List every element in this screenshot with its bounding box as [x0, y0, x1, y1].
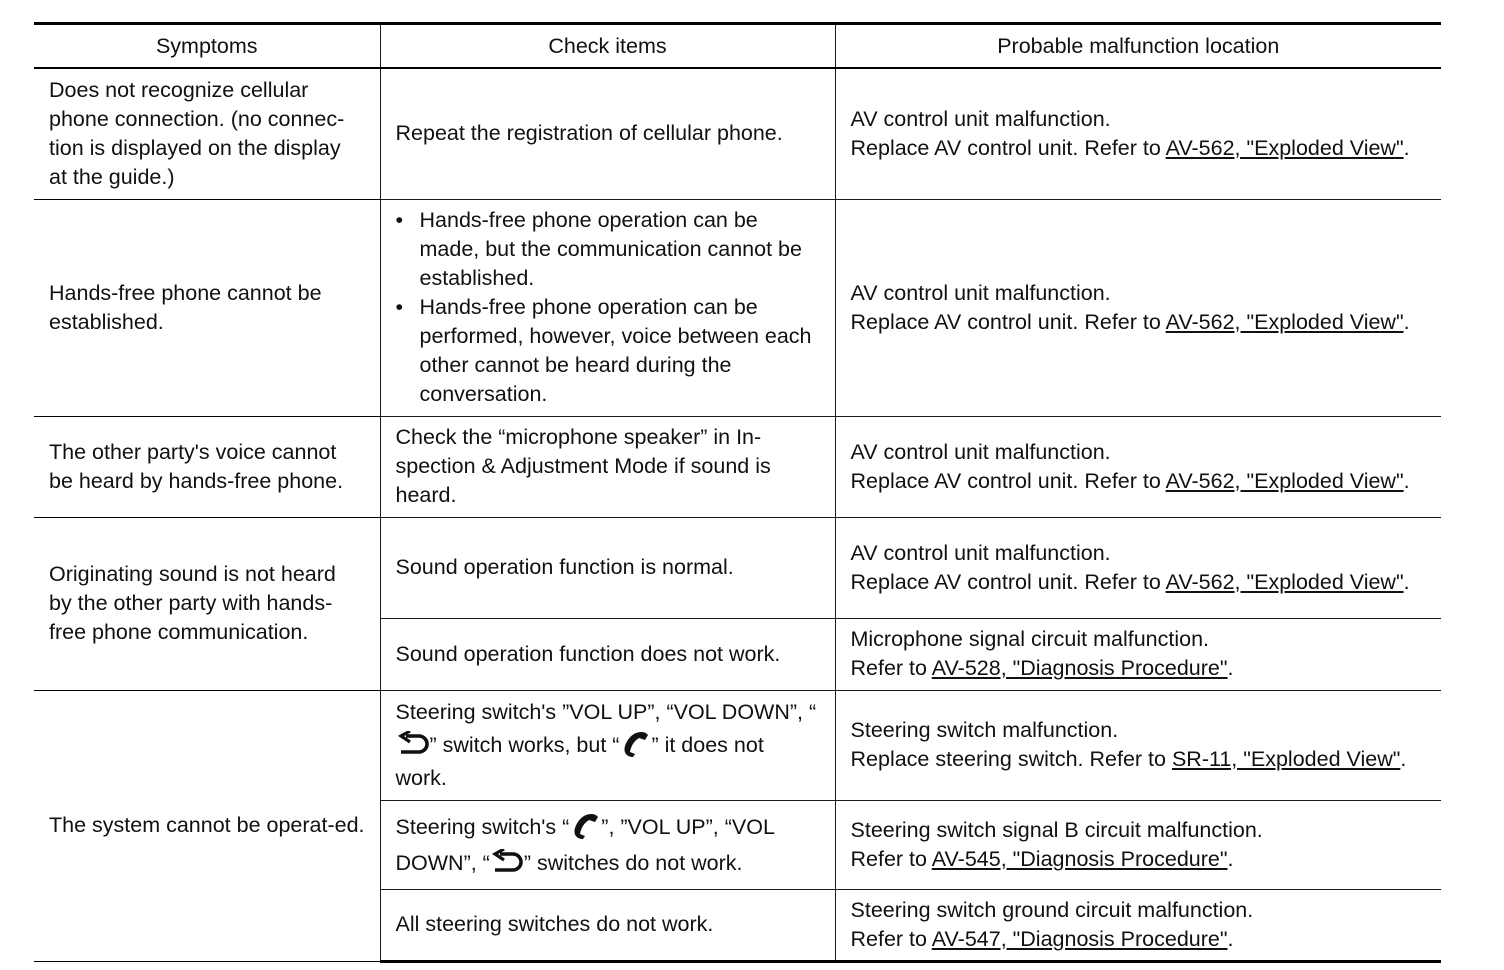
table-row [34, 517, 1441, 618]
location-line: Steering switch malfunction. [850, 718, 1119, 742]
location-text: Refer to [850, 926, 932, 951]
location-cell [835, 416, 1441, 517]
table-row [34, 416, 1441, 517]
reference-link[interactable]: AV-562, "Exploded View" [1165, 569, 1404, 594]
location-cell [835, 690, 1441, 800]
symptom-cell: Originating sound is not heard by the other party with hands-free phone communication. [34, 517, 380, 690]
check-text: ” switches do not work. [523, 850, 743, 875]
check-text: ”, ”VOL UP”, “VOL DOWN”, “ [395, 814, 775, 875]
location-cell [835, 889, 1441, 961]
location-cell [835, 800, 1441, 889]
location-text: Refer to [850, 656, 932, 680]
check-bullet-item: • Hands-free phone operation can be performed, however, voice between each other cannot be heard during the conversation. [396, 293, 820, 409]
check-text: Steering switch's ”VOL UP”, “VOL DOWN”, “ [395, 699, 817, 724]
reference-link[interactable]: AV-562, "Exploded View" [1165, 468, 1404, 493]
symptom-cell: The other party's voice cannot be heard by hands-free phone. [34, 416, 380, 517]
check-text: ” it does not work. [395, 732, 764, 790]
location-cell [835, 199, 1441, 416]
check-cell: Sound operation function does not work. [380, 618, 835, 690]
location-line: Steering switch signal B circuit malfunction. [850, 817, 1263, 842]
location-line: AV control unit malfunction. [850, 540, 1111, 565]
location-text: Refer to [850, 846, 932, 871]
check-cell: Check the “microphone speaker” in In-spection & Adjustment Mode if sound is heard. [380, 416, 835, 517]
header-symptoms: Symptoms [34, 24, 380, 69]
location-text: Replace AV control unit. Refer to [850, 309, 1166, 334]
check-cell [380, 690, 835, 800]
reference-link[interactable]: AV-528, "Diagnosis Procedure" [931, 656, 1228, 680]
check-cell: Sound operation function is normal. [380, 517, 835, 618]
location-end: . [1403, 309, 1410, 334]
table-row [34, 199, 1441, 416]
reference-link[interactable]: AV-562, "Exploded View" [1165, 135, 1404, 160]
reference-link[interactable]: AV-545, "Diagnosis Procedure" [931, 846, 1228, 871]
location-cell [835, 618, 1441, 690]
check-cell: All steering switches do not work. [380, 889, 835, 961]
header-malfunction-location: Probable malfunction location [835, 24, 1441, 69]
check-bullet-item: • Hands-free phone operation can be made, but the communication cannot be established. [396, 206, 820, 293]
location-line: AV control unit malfunction. [850, 439, 1111, 464]
back-arrow-icon [491, 849, 523, 875]
location-end: . [1227, 846, 1234, 871]
symptom-cell: Hands-free phone cannot be established. [34, 199, 380, 416]
location-end: . [1227, 926, 1234, 951]
back-arrow-icon [397, 731, 429, 757]
reference-link[interactable]: AV-547, "Diagnosis Procedure" [931, 926, 1228, 951]
check-cell [380, 800, 835, 889]
reference-link[interactable]: AV-562, "Exploded View" [1165, 309, 1404, 334]
location-text: Replace steering switch. Refer to [850, 747, 1172, 771]
location-end: . [1403, 135, 1410, 160]
location-text: Replace AV control unit. Refer to [850, 468, 1166, 493]
phone-icon [570, 813, 600, 839]
table-row [34, 690, 1441, 800]
location-end: . [1403, 569, 1410, 594]
location-line: AV control unit malfunction. [850, 280, 1111, 305]
location-cell [835, 68, 1441, 199]
location-line: Microphone signal circuit malfunction. [850, 627, 1209, 651]
table-row [34, 68, 1441, 199]
check-text: Steering switch's “ [395, 814, 570, 839]
phone-icon [620, 731, 650, 757]
check-bullet-list [396, 206, 820, 409]
check-text: ” switch works, but “ [429, 732, 620, 757]
location-cell [835, 517, 1441, 618]
check-cell [380, 199, 835, 416]
location-end: . [1227, 656, 1234, 680]
header-row [34, 24, 1441, 69]
location-end: . [1403, 468, 1410, 493]
location-end: . [1400, 747, 1407, 771]
location-text: Replace AV control unit. Refer to [850, 569, 1166, 594]
symptom-cell: The system cannot be operat-ed. [34, 690, 380, 961]
location-text: Replace AV control unit. Refer to [850, 135, 1166, 160]
diagnosis-table [34, 22, 1441, 963]
symptom-cell: Does not recognize cellular phone connection. (no connec-tion is displayed on the display at the guide.) [34, 68, 380, 199]
check-cell: Repeat the registration of cellular phone. [380, 68, 835, 199]
header-check-items: Check items [380, 24, 835, 69]
location-line: AV control unit malfunction. [850, 106, 1111, 131]
reference-link[interactable]: SR-11, "Exploded View" [1171, 747, 1401, 771]
location-line: Steering switch ground circuit malfunction. [850, 897, 1254, 922]
